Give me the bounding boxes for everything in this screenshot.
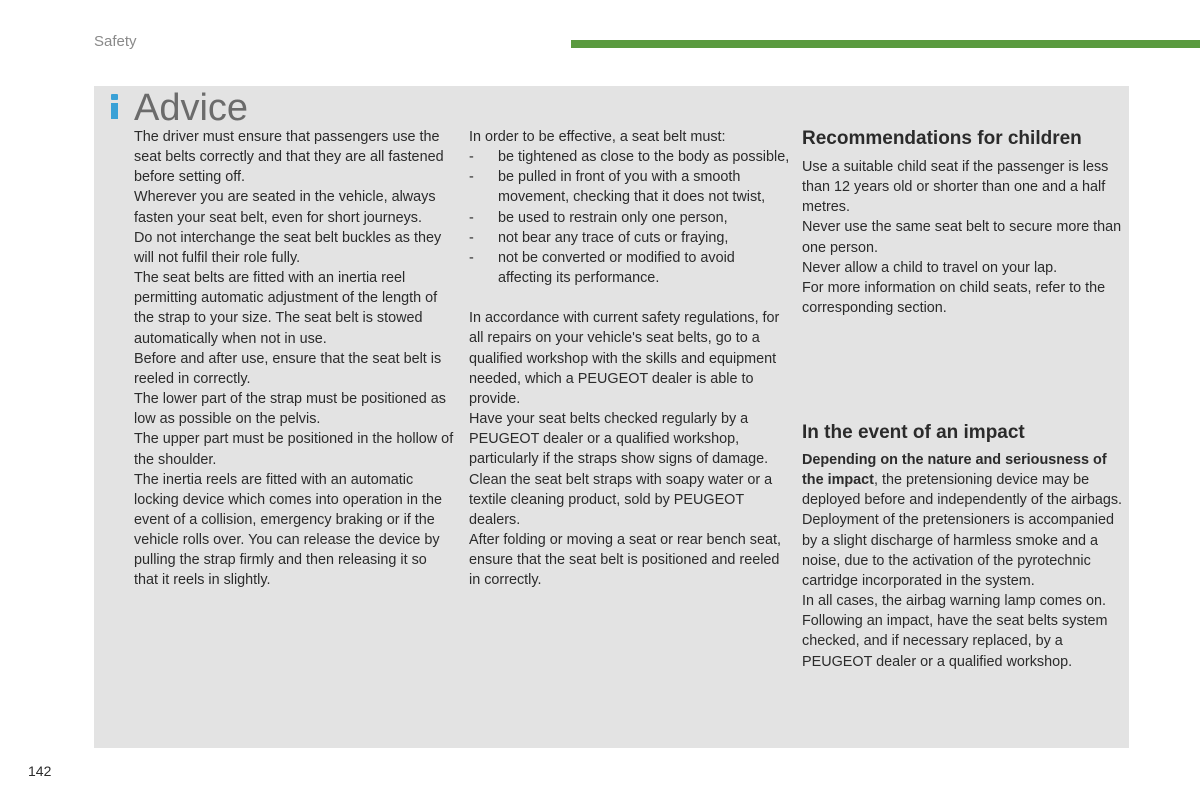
impact-paragraph: In all cases, the airbag warning lamp comes on. [802,593,1106,610]
impact-heading: In the event of an impact [802,422,1025,443]
column-1 [134,127,454,591]
list-item [469,167,791,207]
col1-paragraph: Do not interchange the seat belt buckles as they will not fulfil their role fully. [134,229,442,266]
seat-belt-requirements-list [469,147,791,288]
col2-intro: In order to be effective, a seat belt must: [469,129,726,145]
impact-paragraph: Following an impact, have the seat belts system checked, and if necessary replaced, by a PEUGEOT dealer or a qualified workshop. [802,613,1108,670]
col1-paragraph: The lower part of the strap must be positioned as low as possible on the pelvis. [134,391,446,428]
children-paragraph: Never allow a child to travel on your lap. [802,259,1058,276]
impact-lead-text: , the pretensioning device may be deployed before and independently of the airbags. Deployment of the pretensioners is accompanied by a slight discharge of harmless smoke and a noise, due to the activation of the pyrotechnic cartridge incorporated in the system. [802,472,1123,589]
list-item-text: be tightened as close to the body as possible, [498,149,790,166]
list-item-text: be used to restrain only one person, [498,209,728,226]
column-2 [469,127,791,590]
col1-paragraph: The seat belts are fitted with an inertia reel permitting automatic adjustment of the length of the strap to your size. The seat belt is stowed automatically when not in use. [134,270,438,347]
bullet-dash: - [469,169,474,186]
info-icon [109,94,121,120]
impact-body [802,450,1124,672]
col2-paragraph: After folding or moving a seat or rear bench seat, ensure that the seat belt is positioned and reeled in correctly. [469,531,781,589]
bullet-dash: - [469,209,474,226]
list-item [469,147,791,167]
section-label: Safety [94,33,137,50]
impact-lead-paragraph [802,450,1124,591]
bullet-dash: - [469,249,474,266]
section-accent-bar [571,40,1200,48]
list-item-text: be pulled in front of you with a smooth movement, checking that it does not twist, [498,169,766,206]
page-number: 142 [28,763,52,779]
col2-paragraph: Clean the seat belt straps with soapy water or a textile cleaning product, sold by PEUGEOT dealers. [469,471,773,528]
list-item-text: not be converted or modified to avoid affecting its performance. [498,249,735,287]
bullet-dash: - [469,229,474,246]
children-body [802,157,1124,318]
list-item [469,248,791,288]
impact-lead-bold: Depending on the nature and seriousness of the impact [802,452,1107,489]
spacer [469,288,791,308]
children-heading: Recommendations for children [802,128,1082,149]
col1-paragraph: The inertia reels are fitted with an automatic locking device which comes into operation in the event of a collision, emergency braking or if the vehicle rolls over. You can release the device by pulling the strap firmly and then releasing it so that it reels in slightly. [134,471,442,589]
children-paragraph: Never use the same seat belt to secure more than one person. [802,219,1122,256]
bullet-dash: - [469,149,474,166]
col2-paragraph: Have your seat belts checked regularly by a PEUGEOT dealer or a qualified workshop, particularly if the straps show signs of damage. [469,411,769,468]
info-icon-stem [111,103,118,119]
advice-title: Advice [134,87,249,129]
info-icon-dot [111,94,118,100]
list-item-text: not bear any trace of cuts or fraying, [498,229,729,246]
list-item [469,228,791,248]
children-paragraph: Use a suitable child seat if the passenger is less than 12 years old or shorter than one and a half metres. [802,159,1109,216]
list-item [469,208,791,228]
col2-paragraph: In accordance with current safety regulations, for all repairs on your vehicle's seat belts, go to a qualified workshop with the skills and equipment needed, which a PEUGEOT dealer is able to provide. [469,310,780,407]
children-paragraph: For more information on child seats, refer to the corresponding section. [802,279,1106,317]
col1-paragraph: The upper part must be positioned in the hollow of the shoulder. [134,431,454,468]
col1-paragraph: Wherever you are seated in the vehicle, always fasten your seat belt, even for short journeys. [134,189,436,226]
col1-paragraph: Before and after use, ensure that the seat belt is reeled in correctly. [134,350,442,387]
col1-paragraph: The driver must ensure that passengers use the seat belts correctly and that they are all fastened before setting off. [134,129,444,186]
